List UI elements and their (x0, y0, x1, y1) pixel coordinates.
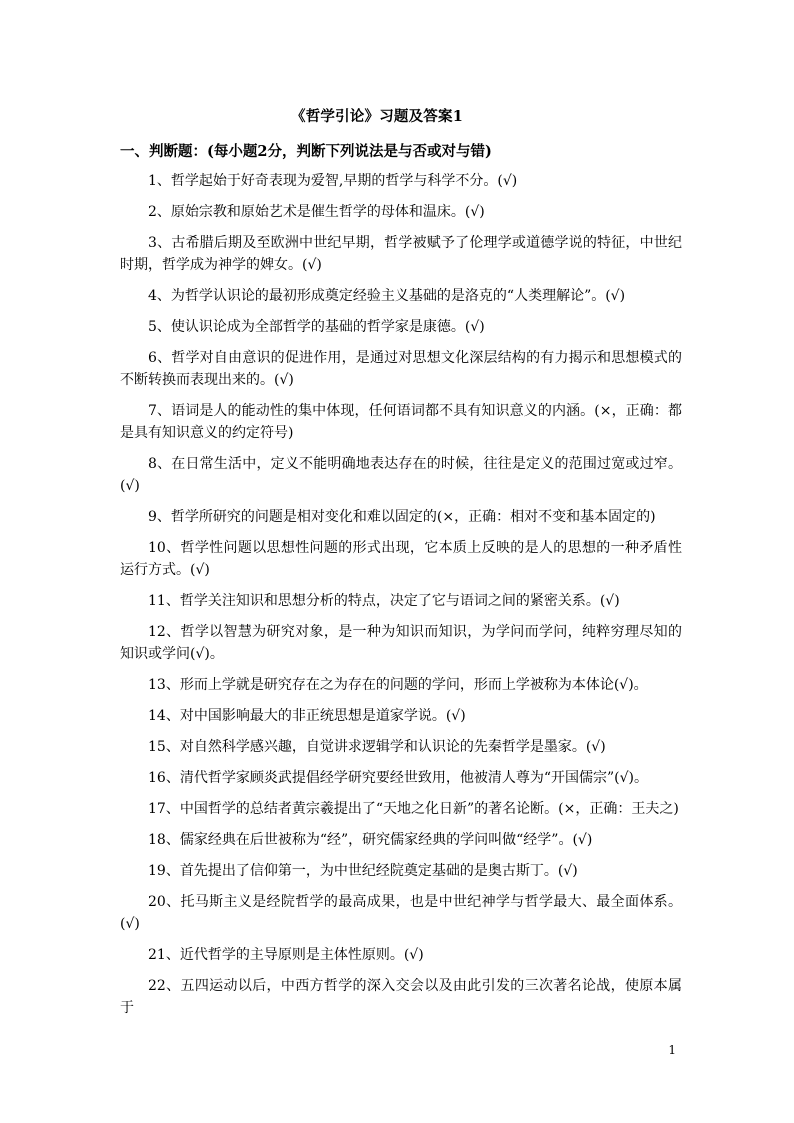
question-list (120, 170, 682, 1028)
question-item: 17、中国哲学的总结者黄宗羲提出了“天地之化日新”的著名论断。(×，正确：王夫之) (148, 801, 679, 817)
question-item: 10、哲学性问题以思想性问题的形式出现，它本质上反映的是人的思想的一种矛盾性运行方式。(√) (120, 540, 682, 578)
question-item: 20、托马斯主义是经院哲学的最高成果，也是中世纪神学与哲学最大、最全面体系。(√) (120, 894, 682, 932)
question-item: 22、五四运动以后，中西方哲学的深入交会以及由此引发的三次著名论战，使原本属于 (120, 978, 682, 1016)
question-item: 14、对中国影响最大的非正统思想是道家学说。(√) (148, 708, 466, 724)
question-item: 4、为哲学认识论的最初形成奠定经验主义基础的是洛克的“人类理解论”。(√) (148, 288, 626, 304)
section-heading: 一、判断题：(每小题2分，判断下列说法是与否或对与错) (120, 143, 492, 160)
question-item: 6、哲学对自由意识的促进作用，是通过对思想文化深层结构的有力揭示和思想模式的不断转换而表现出来的。(√) (120, 350, 682, 388)
question-item: 15、对自然科学感兴趣，自觉讲求逻辑学和认识论的先秦哲学是墨家。(√) (148, 739, 606, 755)
question-item: 18、儒家经典在后世被称为“经”，研究儒家经典的学问叫做“经学”。(√) (148, 832, 593, 848)
question-item: 2、原始宗教和原始艺术是催生哲学的母体和温床。(√) (148, 204, 485, 220)
question-item: 1、哲学起始于好奇表现为爱智,早期的哲学与科学不分。(√) (148, 173, 518, 189)
question-item: 7、语词是人的能动性的集中体现，任何语词都不具有知识意义的内涵。(×，正确：都是具有知识意义的约定符号) (120, 403, 682, 441)
question-item: 21、近代哲学的主导原则是主体性原则。(√) (148, 947, 424, 963)
question-item: 5、使认识论成为全部哲学的基础的哲学家是康德。(√) (148, 319, 485, 335)
question-item: 12、哲学以智慧为研究对象，是一种为知识而知识，为学问而学问，纯粹穷理尽知的知识或学问(√)。 (120, 624, 682, 662)
question-item: 19、首先提出了信仰第一，为中世纪经院奠定基础的是奥古斯丁。(√) (148, 863, 578, 879)
question-item: 11、哲学关注知识和思想分析的特点，决定了它与语词之间的紧密关系。(√) (148, 593, 620, 609)
question-item: 8、在日常生活中，定义不能明确地表达存在的时候，往往是定义的范围过宽或过窄。(√) (120, 456, 682, 494)
page-number: 1 (668, 1043, 676, 1057)
question-item: 16、清代哲学家顾炎武提倡经学研究要经世致用，他被清人尊为“开国儒宗”(√)。 (148, 770, 648, 786)
question-item: 3、古希腊后期及至欧洲中世纪早期，哲学被赋予了伦理学或道德学说的特征，中世纪时期，哲学成为神学的婢女。(√) (120, 235, 682, 273)
question-item: 9、哲学所研究的问题是相对变化和难以固定的(×，正确：相对不变和基本固定的) (148, 509, 656, 525)
question-item: 13、形而上学就是研究存在之为存在的问题的学问，形而上学被称为本体论(√)。 (148, 677, 648, 693)
document-title: 《哲学引论》习题及答案1 (291, 108, 463, 125)
